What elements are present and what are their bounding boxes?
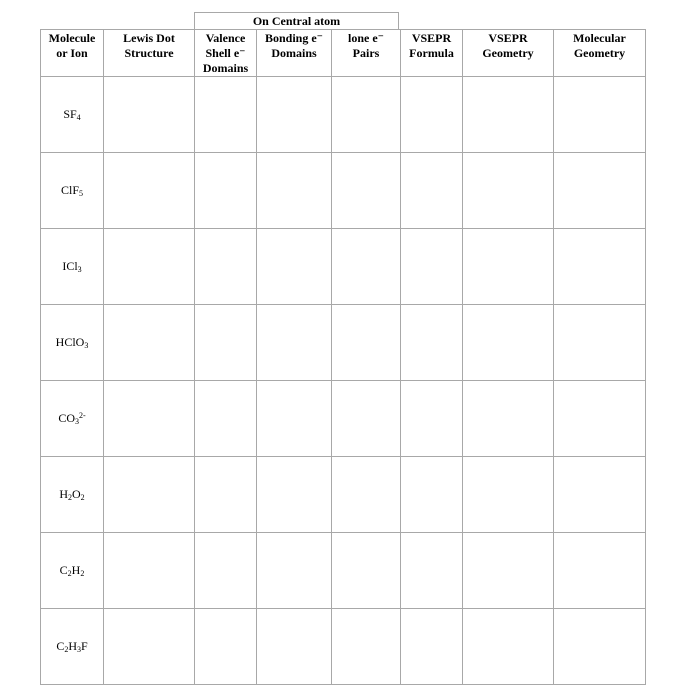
formula-part: ICl xyxy=(62,259,78,273)
table-row xyxy=(41,533,646,609)
valence-domains-cell[interactable] xyxy=(195,77,257,153)
molecular-geometry-cell[interactable] xyxy=(554,305,646,381)
molecule-formula-cell xyxy=(41,609,104,685)
vsepr-geometry-cell[interactable] xyxy=(463,77,554,153)
valence-domains-cell[interactable] xyxy=(195,609,257,685)
formula-part: ClF xyxy=(60,183,79,197)
formula-part: O xyxy=(72,487,81,501)
molecule-formula-cell xyxy=(41,533,104,609)
formula-part: 2 xyxy=(68,493,72,502)
valence-domains-cell[interactable] xyxy=(195,381,257,457)
bonding-domains-cell[interactable] xyxy=(257,381,332,457)
molecule-formula-cell xyxy=(41,229,104,305)
formula-part: 5 xyxy=(79,189,83,198)
formula-part: F xyxy=(81,639,88,653)
formula-part: 3 xyxy=(77,265,82,274)
molecular-geometry-cell[interactable] xyxy=(554,229,646,305)
bonding-domains-cell[interactable] xyxy=(257,457,332,533)
lewis-dot-cell[interactable] xyxy=(104,533,195,609)
col-header-valence-domains: Valence Shell e⁻ Domains xyxy=(195,30,257,77)
lone-pairs-cell[interactable] xyxy=(332,153,401,229)
table-row xyxy=(41,77,646,153)
formula-part: 2 xyxy=(80,493,85,502)
lewis-dot-cell[interactable] xyxy=(104,457,195,533)
formula-part: H xyxy=(68,639,77,653)
header-row xyxy=(41,30,646,77)
vsepr-geometry-cell[interactable] xyxy=(463,381,554,457)
molecular-geometry-cell[interactable] xyxy=(554,533,646,609)
col-header-bonding-domains: Bonding e⁻ Domains xyxy=(257,30,332,77)
lone-pairs-cell[interactable] xyxy=(332,305,401,381)
formula-part: H xyxy=(71,563,81,577)
formula-part: C xyxy=(59,563,68,577)
formula-part: H xyxy=(59,487,68,501)
molecular-geometry-cell[interactable] xyxy=(554,457,646,533)
col-header-vsepr-formula: VSEPR Formula xyxy=(401,30,463,77)
molecule-formula-cell xyxy=(41,457,104,533)
table-row xyxy=(41,305,646,381)
formula-part: 4 xyxy=(76,113,81,122)
vsepr-worksheet-table xyxy=(40,29,646,685)
formula-part: 3 xyxy=(75,417,79,426)
valence-domains-cell[interactable] xyxy=(195,153,257,229)
valence-domains-cell[interactable] xyxy=(195,533,257,609)
bonding-domains-cell[interactable] xyxy=(257,229,332,305)
table-row xyxy=(41,609,646,685)
formula-part: C xyxy=(56,639,65,653)
lone-pairs-cell[interactable] xyxy=(332,609,401,685)
lone-pairs-cell[interactable] xyxy=(332,77,401,153)
table-row xyxy=(41,153,646,229)
lewis-dot-cell[interactable] xyxy=(104,153,195,229)
col-header-vsepr-geometry: VSEPR Geometry xyxy=(463,30,554,77)
molecular-geometry-cell[interactable] xyxy=(554,153,646,229)
lewis-dot-cell[interactable] xyxy=(104,229,195,305)
vsepr-formula-cell[interactable] xyxy=(401,305,463,381)
valence-domains-cell[interactable] xyxy=(195,229,257,305)
vsepr-geometry-cell[interactable] xyxy=(463,609,554,685)
bonding-domains-cell[interactable] xyxy=(257,305,332,381)
molecule-formula-cell xyxy=(41,77,104,153)
bonding-domains-cell[interactable] xyxy=(257,153,332,229)
molecule-formula-cell xyxy=(41,153,104,229)
molecular-geometry-cell[interactable] xyxy=(554,609,646,685)
table-row xyxy=(41,229,646,305)
molecule-formula-cell xyxy=(41,305,104,381)
lewis-dot-cell[interactable] xyxy=(104,77,195,153)
vsepr-formula-cell[interactable] xyxy=(401,533,463,609)
molecular-geometry-cell[interactable] xyxy=(554,77,646,153)
vsepr-formula-cell[interactable] xyxy=(401,609,463,685)
bonding-domains-cell[interactable] xyxy=(257,609,332,685)
lewis-dot-cell[interactable] xyxy=(104,305,195,381)
vsepr-formula-cell[interactable] xyxy=(401,229,463,305)
vsepr-formula-cell[interactable] xyxy=(401,77,463,153)
vsepr-formula-cell[interactable] xyxy=(401,457,463,533)
formula-part: 3 xyxy=(77,645,81,654)
bonding-domains-cell[interactable] xyxy=(257,77,332,153)
formula-part: HClO xyxy=(55,335,85,349)
bonding-domains-cell[interactable] xyxy=(257,533,332,609)
vsepr-geometry-cell[interactable] xyxy=(463,229,554,305)
lewis-dot-cell[interactable] xyxy=(104,609,195,685)
col-header-molecular-geometry: Molecular Geometry xyxy=(554,30,646,77)
lone-pairs-cell[interactable] xyxy=(332,381,401,457)
col-header-lone-pairs: lone e⁻ Pairs xyxy=(332,30,401,77)
formula-part: SF xyxy=(63,107,77,121)
vsepr-formula-cell[interactable] xyxy=(401,153,463,229)
lone-pairs-cell[interactable] xyxy=(332,457,401,533)
molecular-geometry-cell[interactable] xyxy=(554,381,646,457)
formula-part: 2- xyxy=(79,411,86,420)
lone-pairs-cell[interactable] xyxy=(332,533,401,609)
vsepr-formula-cell[interactable] xyxy=(401,381,463,457)
formula-part: 2 xyxy=(64,645,69,654)
table-row xyxy=(41,457,646,533)
table-row xyxy=(41,381,646,457)
vsepr-geometry-cell[interactable] xyxy=(463,457,554,533)
col-header-molecule: Molecule or Ion xyxy=(41,30,104,77)
lone-pairs-cell[interactable] xyxy=(332,229,401,305)
vsepr-geometry-cell[interactable] xyxy=(463,533,554,609)
formula-part: 2 xyxy=(80,569,85,578)
vsepr-geometry-cell[interactable] xyxy=(463,153,554,229)
formula-part: 3 xyxy=(84,341,89,350)
vsepr-geometry-cell[interactable] xyxy=(463,305,554,381)
central-atom-group-header: On Central atom xyxy=(194,12,399,29)
valence-domains-cell[interactable] xyxy=(195,305,257,381)
lewis-dot-cell[interactable] xyxy=(104,381,195,457)
valence-domains-cell[interactable] xyxy=(195,457,257,533)
formula-part: 2 xyxy=(67,569,72,578)
col-header-lewis-dot: Lewis Dot Structure xyxy=(104,30,195,77)
formula-part: CO xyxy=(58,411,75,425)
molecule-formula-cell xyxy=(41,381,104,457)
